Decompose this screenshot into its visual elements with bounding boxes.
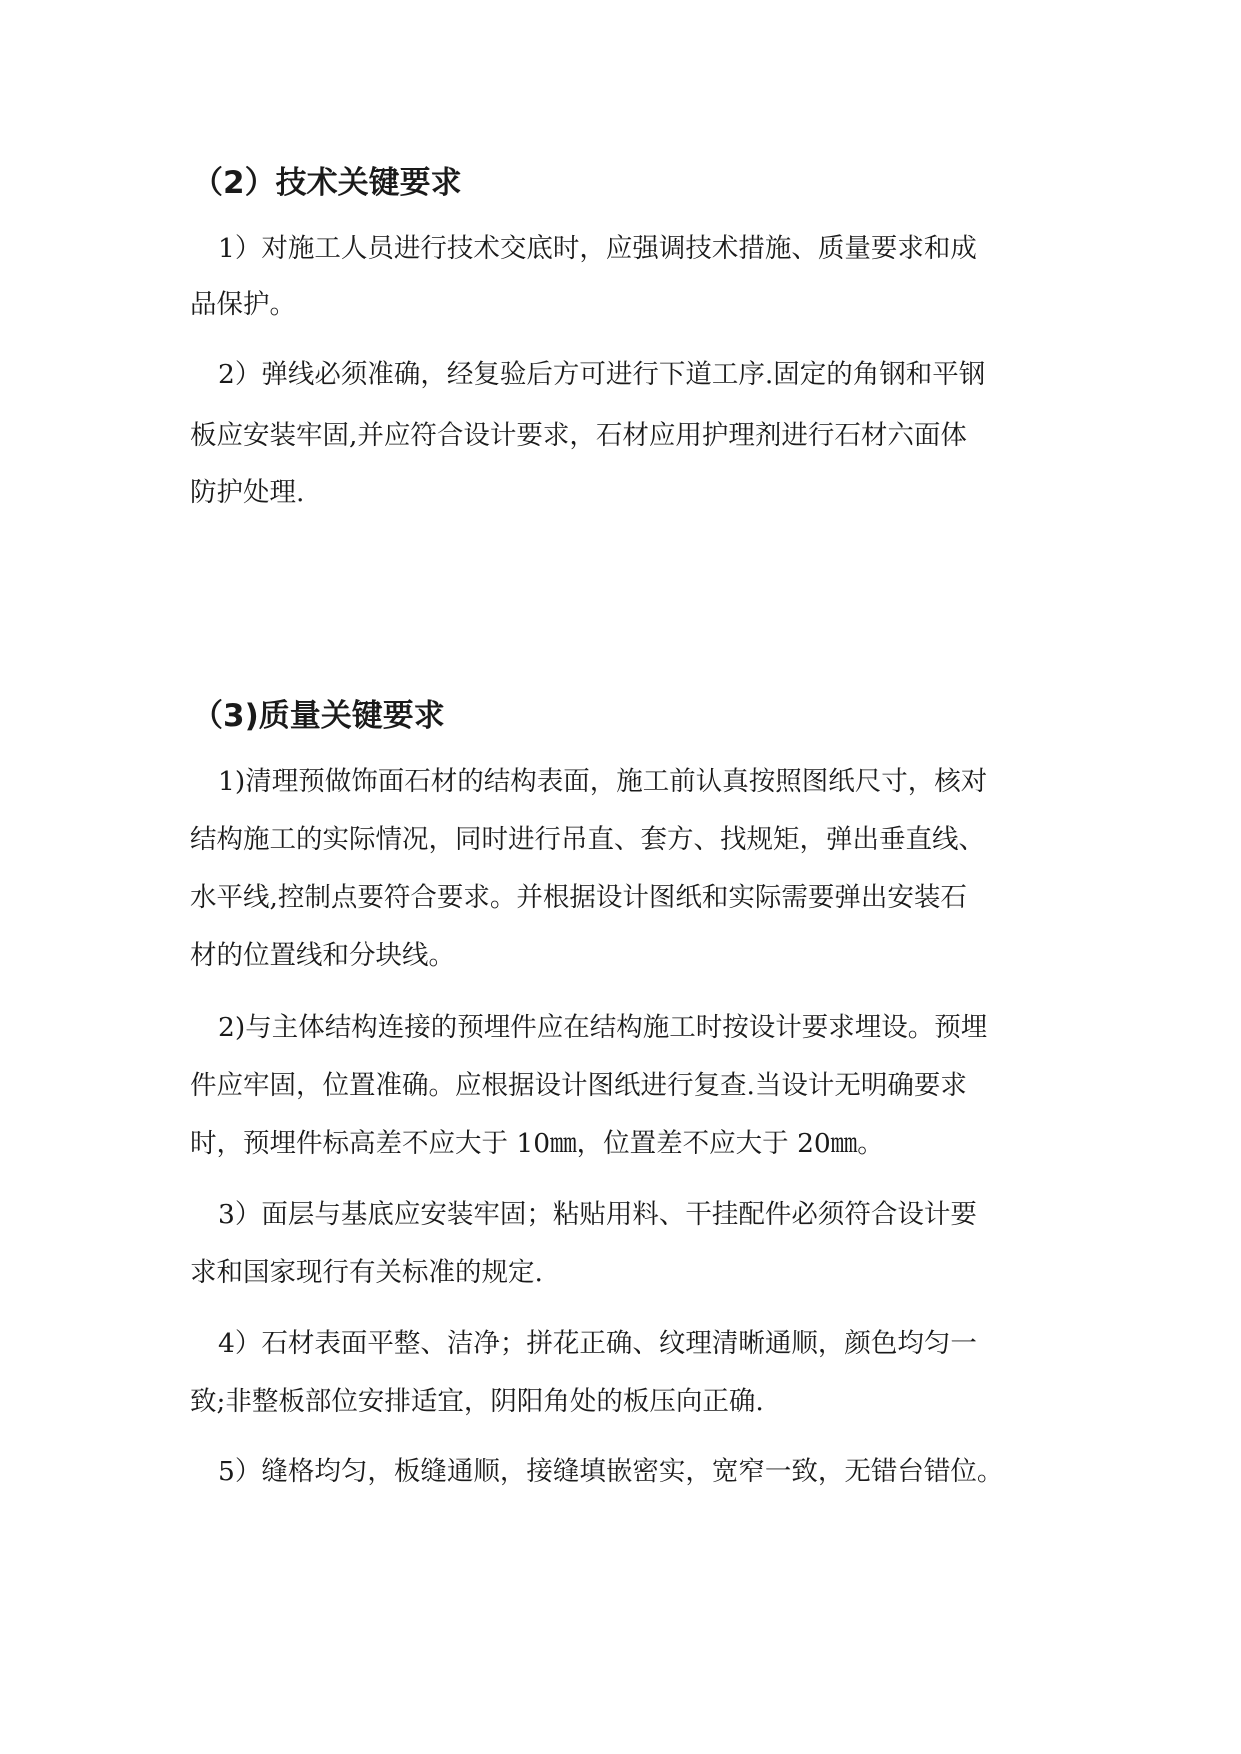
section-2-item-2-line-3: 防护处理.: [190, 477, 305, 508]
section-2-item-2-line-1: 2）弹线必须准确，经复验后方可进行下道工序.固定的角钢和平钢: [218, 359, 986, 390]
section-3-item-3-line-1: 3）面层与基底应安装牢固；粘贴用料、干挂配件必须符合设计要: [218, 1199, 977, 1230]
section-3-item-1-line-1: 1)清理预做饰面石材的结构表面，施工前认真按照图纸尺寸，核对: [218, 766, 988, 797]
section-2-heading: （2）技术关键要求: [192, 165, 462, 201]
section-3-heading: （3)质量关键要求: [192, 698, 445, 734]
section-3-item-2-line-3: 时，预埋件标高差不应大于 10㎜，位置差不应大于 20㎜。: [190, 1128, 884, 1159]
section-3-item-4-line-2: 致;非整板部位安排适宜，阴阳角处的板压向正确.: [190, 1386, 764, 1417]
section-3-item-3-line-2: 求和国家现行有关标准的规定.: [190, 1257, 543, 1288]
section-3-item-5-line-1: 5）缝格均匀，板缝通顺，接缝填嵌密实，宽窄一致，无错台错位。: [218, 1456, 1004, 1487]
section-3-item-1-line-3: 水平线,控制点要符合要求。并根据设计图纸和实际需要弹出安装石: [190, 882, 967, 913]
section-2-item-1-line-2: 品保护。: [190, 289, 296, 320]
section-3-item-4-line-1: 4）石材表面平整、洁净；拼花正确、纹理清晰通顺，颜色均匀一: [218, 1328, 977, 1359]
section-3-item-2-line-2: 件应牢固，位置准确。应根据设计图纸进行复查.当设计无明确要求: [190, 1070, 967, 1101]
section-3-item-1-line-2: 结构施工的实际情况，同时进行吊直、套方、找规矩，弹出垂直线、: [190, 824, 985, 855]
section-3-item-1-line-4: 材的位置线和分块线。: [190, 940, 455, 971]
section-2-item-1-line-1: 1）对施工人员进行技术交底时，应强调技术措施、质量要求和成: [218, 233, 977, 264]
section-3-item-2-line-1: 2)与主体结构连接的预埋件应在结构施工时按设计要求埋设。预埋: [218, 1012, 988, 1043]
section-2-item-2-line-2: 板应安装牢固,并应符合设计要求，石材应用护理剂进行石材六面体: [190, 420, 967, 451]
